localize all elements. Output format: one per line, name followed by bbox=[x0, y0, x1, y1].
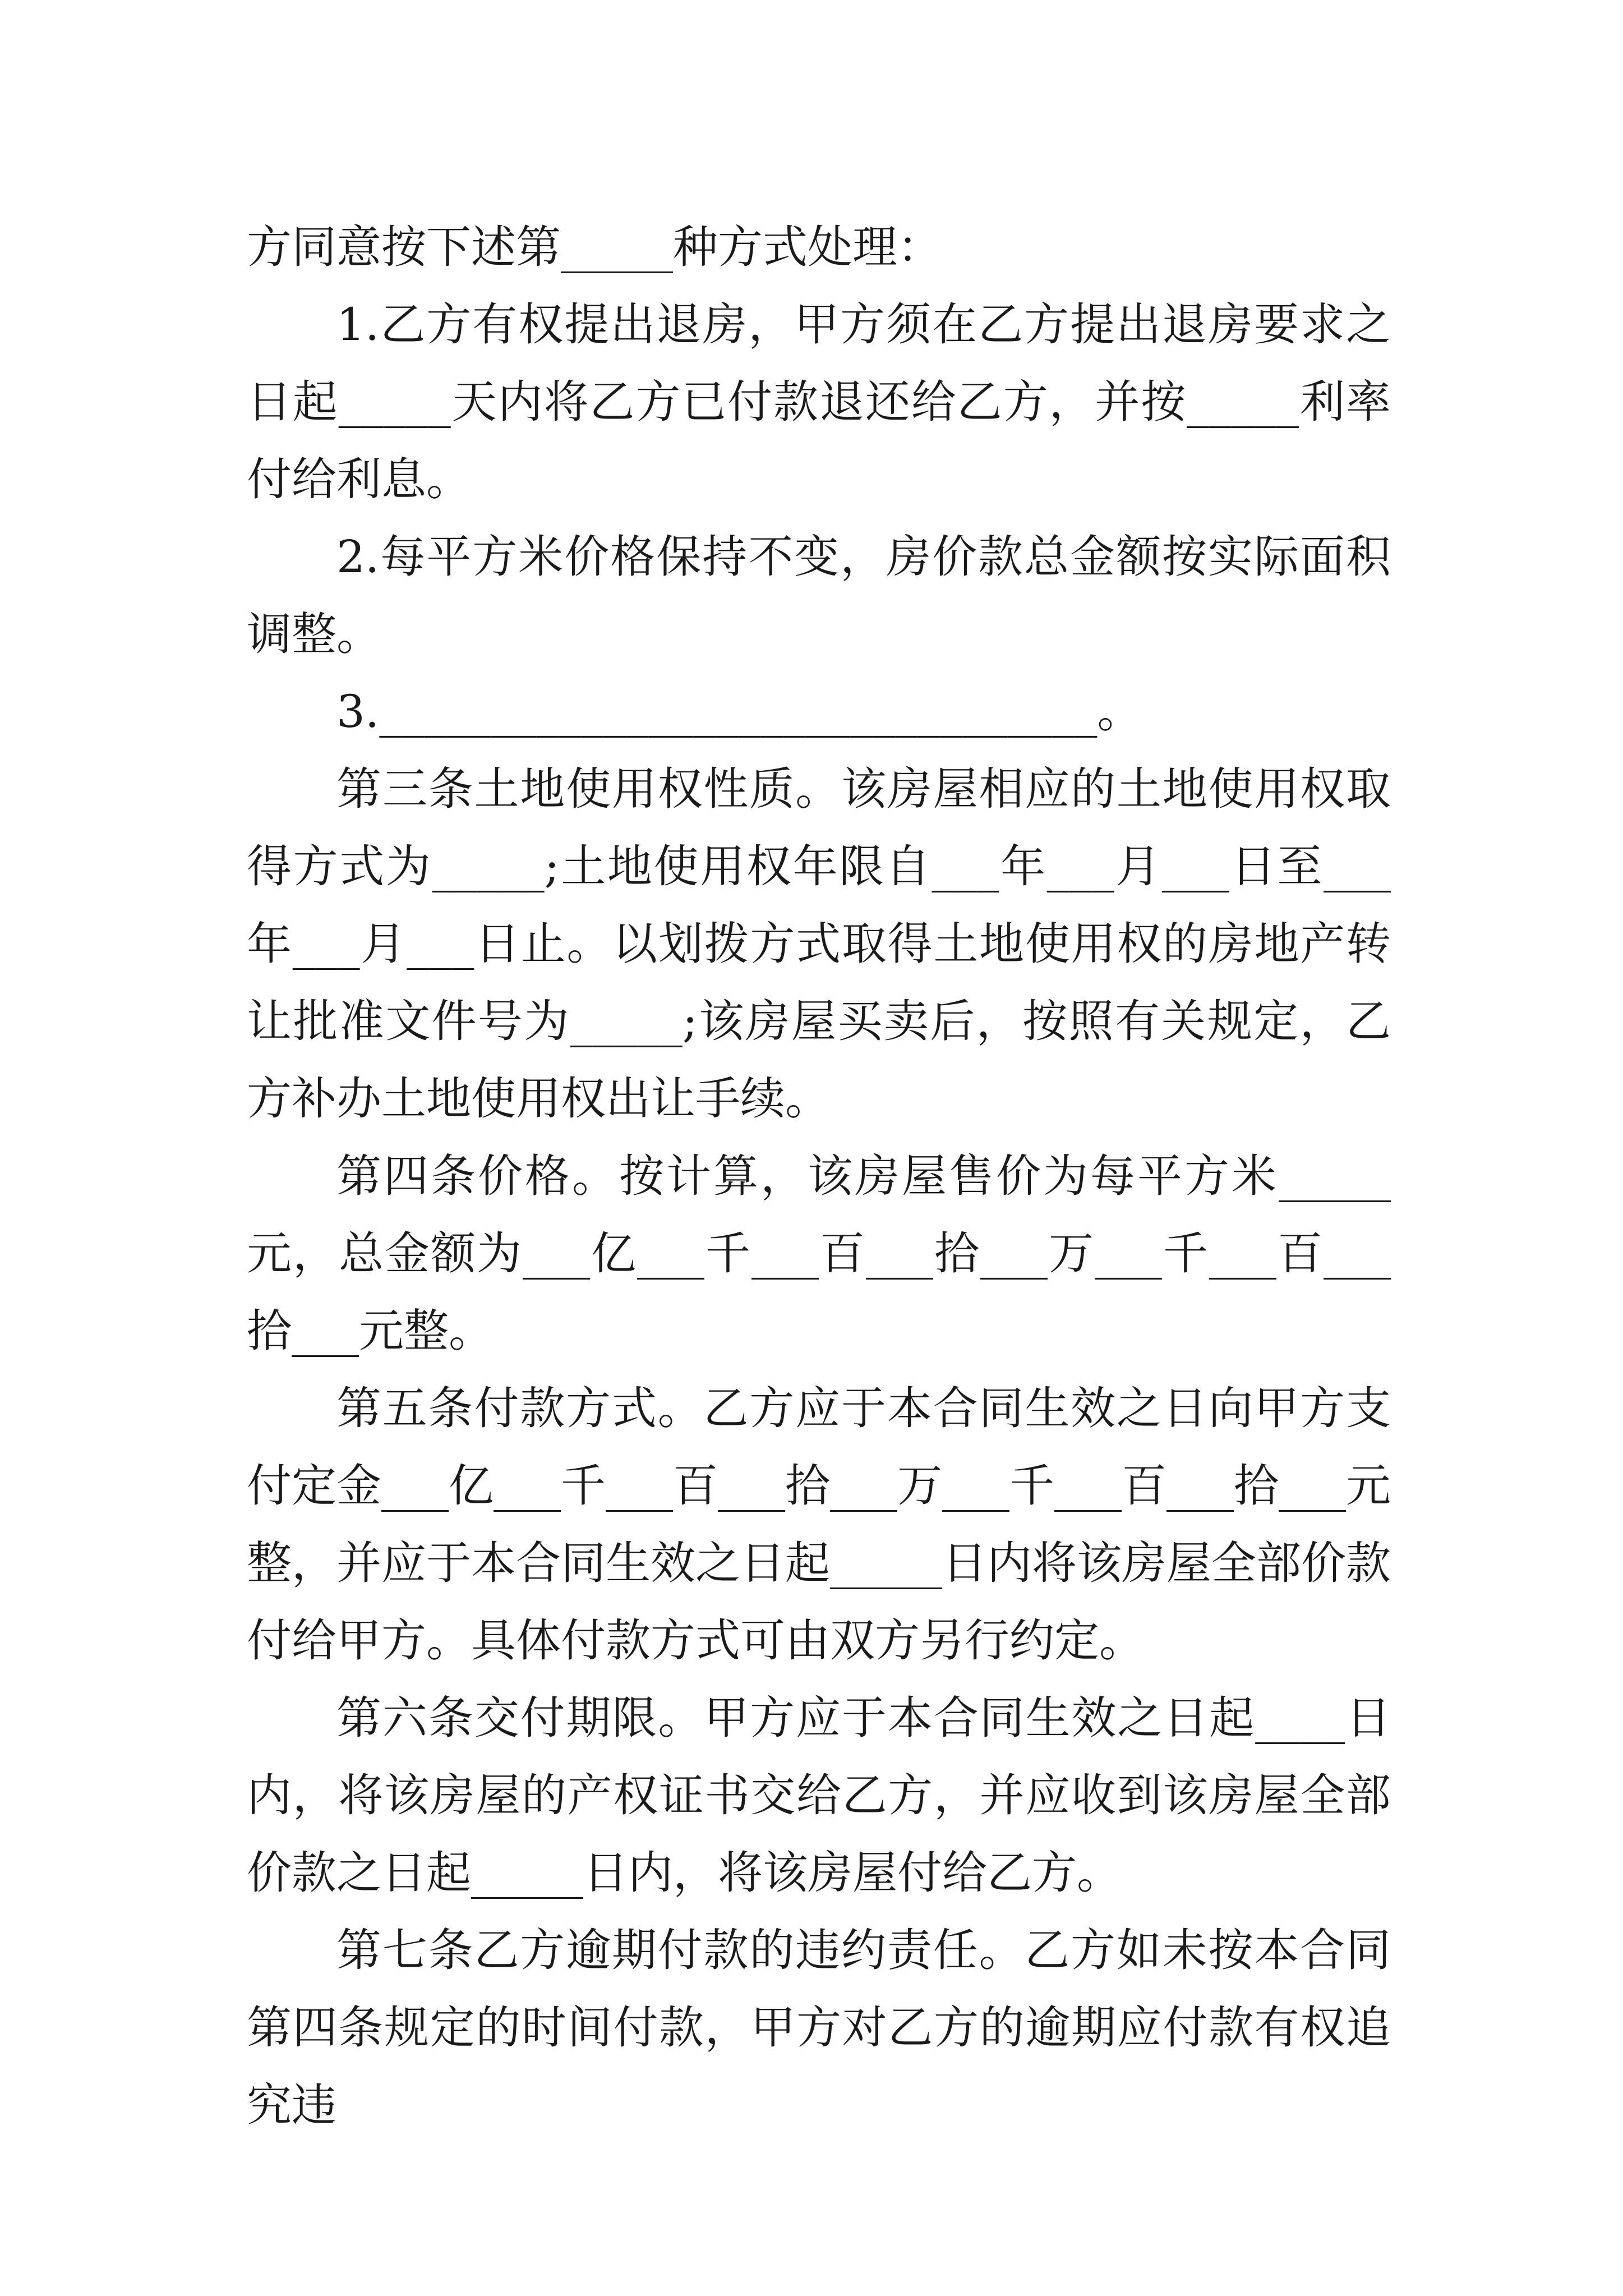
paragraph-article-5-payment: 第五条付款方式。乙方应于本合同生效之日向甲方支付定金___亿___千___百___拾___万___千___百___拾___元整，并应于本合同生效之日起_____日内将该房屋全部价款付给甲方。具体付款方式可由双方另行约定。 bbox=[247, 1382, 1391, 1667]
paragraph-article-6-delivery: 第六条交付期限。甲方应于本合同生效之日起____日内，将该房屋的产权证书交给乙方，并应收到该房屋全部价款之日起_____日内，将该房屋付给乙方。 bbox=[247, 1692, 1391, 1899]
paragraph-option-other: 3.________________________________。 bbox=[336, 685, 1142, 738]
paragraph-article-3-land-use: 第三条土地使用权性质。该房屋相应的土地使用权取得方式为_____;土地使用权年限自___年___月___日至___年___月___日止。以划拨方式取得土地使用权的房地产转让批准文件号为_____;该房屋买卖后，按照有关规定，乙方补办土地使用权出让手续。 bbox=[247, 763, 1391, 1125]
document-body bbox=[247, 209, 1391, 2144]
paragraph-processing-method: 方同意按下述第_____种方式处理： bbox=[247, 221, 942, 273]
paragraph-option-price-adjust: 2.每平方米价格保持不变，房价款总金额按实际面积调整。 bbox=[247, 531, 1391, 660]
paragraph-article-4-price: 第四条价格。按计算，该房屋售价为每平方米_____元，总金额为___亿___千___百___拾___万___千___百___拾___元整。 bbox=[247, 1150, 1391, 1357]
paragraph-article-7-late-payment: 第七条乙方逾期付款的违约责任。乙方如未按本合同第四条规定的时间付款，甲方对乙方的逾期应付款有权追究违 bbox=[247, 1924, 1391, 2131]
paragraph-option-refund: 1.乙方有权提出退房，甲方须在乙方提出退房要求之日起_____天内将乙方已付款退还给乙方，并按_____利率付给利息。 bbox=[247, 298, 1391, 505]
